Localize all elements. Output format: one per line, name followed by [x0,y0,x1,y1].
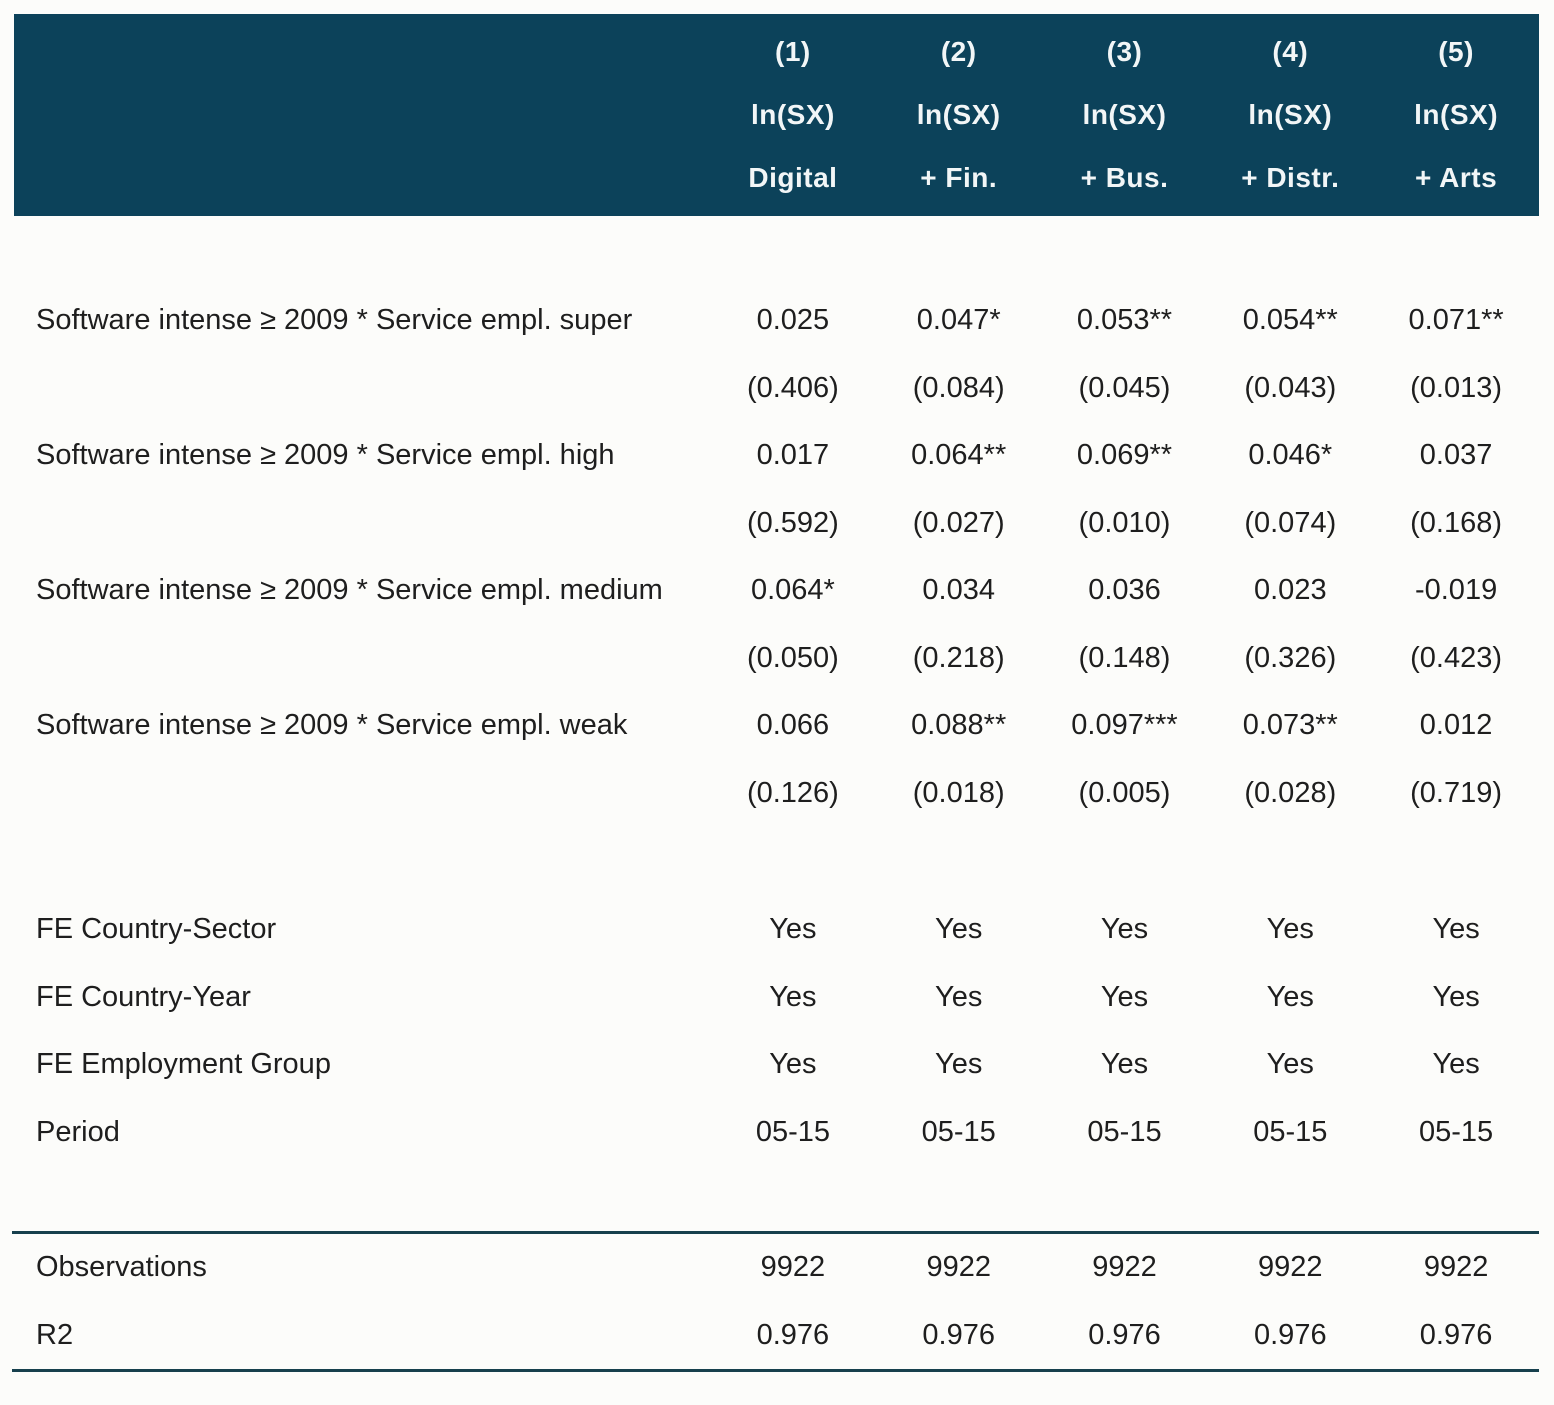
pvalue-cell: (0.028) [1244,776,1337,809]
header-spec: Digital [748,162,838,194]
row-label: Observations [36,1251,207,1284]
coef-row [14,557,1539,625]
fe-cell: Yes [1266,980,1314,1013]
fe-cell: Yes [935,980,983,1013]
fe-cell: Yes [1432,1048,1480,1081]
coef-cell: 0.023 [1254,574,1327,607]
pvalue-cell: (0.043) [1244,371,1337,404]
spacer [14,216,1539,287]
r2-cell: 0.976 [1254,1318,1327,1351]
pvalue-cell: (0.010) [1078,506,1171,539]
period-cell: 05-15 [755,1115,830,1148]
header-row-spec [14,147,1539,209]
observations-row [14,1234,1539,1302]
period-row [14,1099,1539,1167]
header-spec: + Fin. [920,162,998,194]
bottom-rule [12,1369,1539,1372]
r2-row [14,1302,1539,1370]
header-depvar: ln(SX) [750,98,835,130]
observations-cell: 9922 [1092,1251,1157,1284]
pvalue-cell: (0.018) [912,776,1005,809]
pvalue-row [14,625,1539,693]
fe-row [14,1031,1539,1099]
pvalue-cell: (0.084) [912,371,1005,404]
row-label: Software intense ≥ 2009 * Service empl. weak [36,709,628,742]
row-label: Software intense ≥ 2009 * Service empl. high [36,439,615,472]
observations-cell: 9922 [1258,1251,1323,1284]
fe-cell: Yes [1100,913,1149,946]
table-header-band [14,14,1539,216]
pvalue-cell: (0.423) [1410,641,1503,674]
pvalue-cell: (0.148) [1078,641,1171,674]
row-label: Period [36,1115,120,1148]
pvalue-cell: (0.326) [1244,641,1337,674]
observations-cell: 9922 [926,1251,991,1284]
header-depvar: ln(SX) [1082,98,1167,130]
header-spec: + Bus. [1080,162,1169,194]
spacer [14,1166,1539,1231]
coef-cell: 0.053** [1076,304,1173,337]
header-spec: + Arts [1415,162,1498,194]
pvalue-cell: (0.126) [746,776,839,809]
coef-row [14,692,1539,760]
pvalue-cell: (0.406) [746,371,839,404]
fe-cell: Yes [1266,1048,1314,1081]
fe-row [14,964,1539,1032]
fe-cell: Yes [769,913,817,946]
r2-cell: 0.976 [1088,1318,1161,1351]
fe-cell: Yes [769,1048,817,1081]
coef-cell: 0.046* [1248,439,1333,472]
coef-cell: 0.097*** [1071,709,1178,742]
coef-cell: 0.054** [1242,304,1338,337]
row-label: R2 [36,1318,74,1351]
coef-cell: 0.025 [756,304,830,337]
header-row-depvar [14,84,1539,146]
period-cell: 05-15 [921,1115,996,1148]
coef-cell: 0.066 [756,709,830,742]
header-model-number: (1) [775,35,811,67]
coef-cell: 0.036 [1088,574,1161,607]
coef-cell: 0.047* [916,304,1001,337]
fe-cell: Yes [1432,913,1480,946]
period-cell: 05-15 [1419,1115,1494,1148]
pvalue-cell: (0.074) [1244,506,1337,539]
spacer [14,827,1539,896]
r2-cell: 0.976 [756,1318,830,1351]
r2-cell: 0.976 [1419,1318,1493,1351]
fe-cell: Yes [1100,1048,1149,1081]
period-cell: 05-15 [1087,1115,1162,1148]
pvalue-cell: (0.045) [1078,371,1171,404]
fe-cell: Yes [769,980,817,1013]
header-model-number: (4) [1272,35,1309,67]
coef-cell: 0.071** [1408,304,1504,337]
pvalue-cell: (0.005) [1078,776,1171,809]
fe-cell: Yes [1266,913,1314,946]
fe-row [14,896,1539,964]
coef-cell: 0.088** [911,709,1007,742]
fe-cell: Yes [1100,980,1149,1013]
fe-cell: Yes [935,913,983,946]
pvalue-row [14,760,1539,828]
coef-row [14,422,1539,490]
pvalue-row [14,355,1539,423]
row-label: FE Employment Group [36,1048,331,1081]
header-depvar: ln(SX) [1414,98,1499,130]
pvalue-row [14,490,1539,558]
observations-cell: 9922 [1423,1251,1489,1284]
r2-cell: 0.976 [922,1318,995,1351]
coef-cell: 0.012 [1419,709,1493,742]
header-depvar: ln(SX) [916,98,1001,130]
header-row-model-numbers [14,21,1539,83]
fe-cell: Yes [1432,980,1480,1013]
row-label: FE Country-Year [36,980,251,1013]
pvalue-cell: (0.218) [912,641,1005,674]
coef-cell: 0.073** [1242,709,1338,742]
pvalue-cell: (0.050) [746,641,839,674]
header-model-number: (3) [1106,35,1143,67]
observations-cell: 9922 [760,1251,826,1284]
period-cell: 05-15 [1253,1115,1328,1148]
pvalue-cell: (0.027) [912,506,1005,539]
coef-cell: 0.037 [1419,439,1493,472]
pvalue-cell: (0.168) [1410,506,1503,539]
header-depvar: ln(SX) [1248,98,1333,130]
row-label: Software intense ≥ 2009 * Service empl. super [36,304,633,337]
pvalue-cell: (0.013) [1410,371,1503,404]
coef-cell: 0.064** [911,439,1007,472]
header-model-number: (5) [1438,35,1474,67]
coef-cell: 0.064* [750,574,835,607]
coef-row [14,287,1539,355]
header-spec: + Distr. [1241,162,1340,194]
pvalue-cell: (0.592) [746,506,839,539]
header-model-number: (2) [940,35,977,67]
coef-cell: 0.034 [922,574,995,607]
regression-table [14,14,1539,1372]
pvalue-cell: (0.719) [1410,776,1503,809]
coef-cell: 0.017 [756,439,830,472]
coef-cell: -0.019 [1414,574,1498,607]
row-label: Software intense ≥ 2009 * Service empl. medium [36,574,663,607]
row-label: FE Country-Sector [36,913,277,946]
fe-cell: Yes [935,1048,983,1081]
coef-cell: 0.069** [1076,439,1173,472]
